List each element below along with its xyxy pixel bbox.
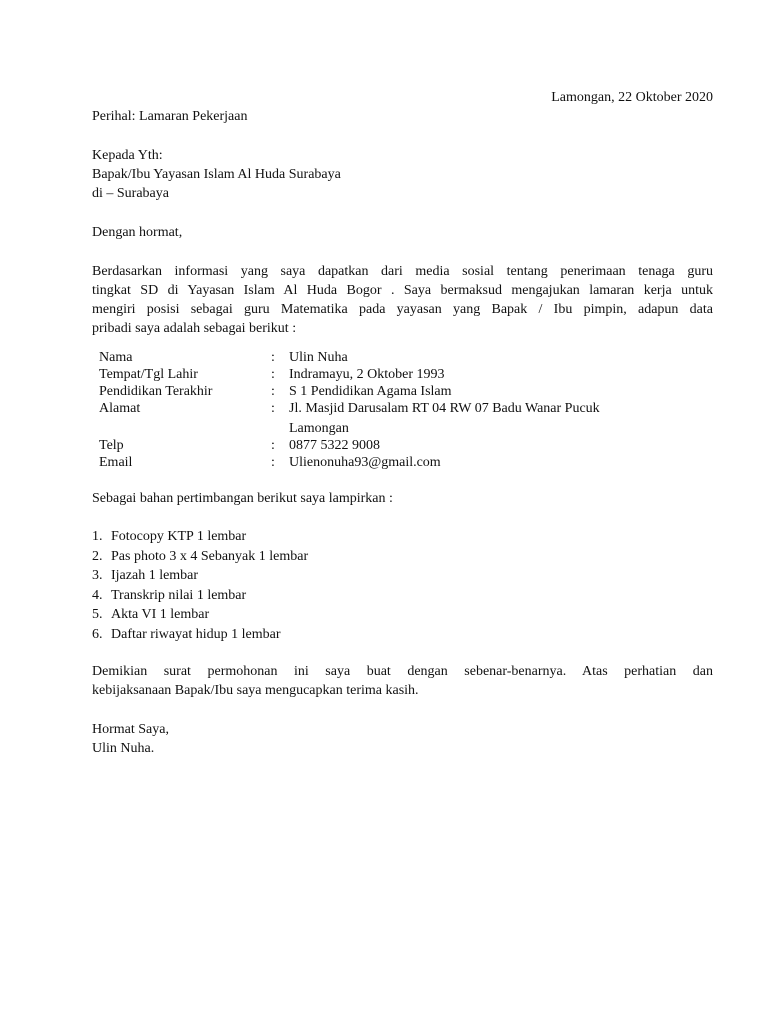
- data-row-email: [99, 454, 689, 471]
- letter-subject: [92, 107, 713, 126]
- personal-data-table: [99, 349, 689, 471]
- address-line-1: Jl. Masjid Darusalam RT 04 RW 07 Badu Wanar Pucuk: [289, 401, 600, 416]
- closing-paragraph: [92, 662, 713, 700]
- data-separator: :: [271, 384, 275, 399]
- data-separator: :: [271, 350, 275, 365]
- data-value: Indramayu, 2 Oktober 1993: [289, 367, 445, 382]
- recipient-block: [92, 146, 713, 203]
- data-label: Tempat/Tgl Lahir: [99, 367, 198, 382]
- data-label: Nama: [99, 350, 133, 365]
- list-item: [92, 527, 308, 547]
- recipient-to: Kepada Yth:: [92, 148, 163, 163]
- list-text: Transkrip nilai 1 lembar: [111, 587, 247, 603]
- data-label: Telp: [99, 438, 124, 453]
- list-text: Ijazah 1 lembar: [111, 568, 199, 583]
- attachments-list: [92, 527, 308, 644]
- data-label: Alamat: [99, 401, 141, 416]
- data-value: Ulin Nuha: [289, 350, 348, 365]
- signature-name: Ulin Nuha.: [92, 741, 155, 756]
- attachments-intro-line: Sebagai bahan pertimbangan berikut saya lampirkan :: [92, 491, 393, 506]
- address-line-2: Lamongan: [289, 421, 349, 436]
- list-number: 3.: [92, 568, 103, 583]
- list-number: 4.: [92, 587, 103, 603]
- list-item: [92, 625, 308, 645]
- greeting: [92, 223, 713, 242]
- recipient-name: Bapak/Ibu Yayasan Islam Al Huda Surabaya: [92, 167, 341, 182]
- signature-block: [92, 720, 713, 758]
- list-number: 2.: [92, 548, 103, 564]
- closing-line: kebijaksanaan Bapak/Ibu saya mengucapkan terima kasih.: [92, 683, 419, 698]
- intro-line: tingkat SD di Yayasan Islam Al Huda Bogor . Saya bermaksud mengajukan lamaran kerja untuk: [92, 283, 713, 298]
- subject-line: Perihal: Lamaran Pekerjaan: [92, 109, 248, 124]
- data-row-alamat: [99, 400, 689, 437]
- list-item: [92, 566, 308, 586]
- data-label: Email: [99, 455, 133, 470]
- list-item: [92, 547, 308, 567]
- data-value: S 1 Pendidikan Agama Islam: [289, 384, 452, 399]
- data-row-pendidikan: [99, 383, 689, 400]
- list-item: [92, 586, 308, 606]
- data-row-nama: [99, 349, 689, 366]
- data-value: Ulienonuha93@gmail.com: [289, 455, 441, 470]
- closing-line: Demikian surat permohonan ini saya buat dengan sebenar-benarnya. Atas perhatian dan: [92, 664, 713, 679]
- intro-line: mengiri posisi sebagai guru Matematika pada yayasan yang Bapak / Ibu pimpin, adapun data: [92, 302, 713, 317]
- data-value: [289, 400, 689, 437]
- greeting-line: Dengan hormat,: [92, 225, 183, 240]
- intro-paragraph: [92, 262, 713, 338]
- data-row-ttl: [99, 366, 689, 383]
- list-number: 1.: [92, 529, 103, 544]
- list-text: Akta VI 1 lembar: [111, 607, 210, 622]
- data-separator: :: [271, 367, 275, 382]
- recipient-place: di – Surabaya: [92, 186, 169, 201]
- intro-line: Berdasarkan informasi yang saya dapatkan dari media sosial tentang penerimaan tenaga guru: [92, 264, 713, 279]
- data-label: Pendidikan Terakhir: [99, 384, 213, 399]
- list-text: Fotocopy KTP 1 lembar: [111, 529, 247, 544]
- attachments-intro: [92, 489, 713, 508]
- data-row-telp: [99, 437, 689, 454]
- list-number: 6.: [92, 626, 103, 642]
- intro-line: pribadi saya adalah sebagai berikut :: [92, 321, 297, 336]
- list-text: Daftar riwayat hidup 1 lembar: [111, 626, 281, 642]
- list-item: [92, 605, 308, 625]
- data-value: 0877 5322 9008: [289, 438, 380, 453]
- data-separator: :: [271, 455, 275, 470]
- list-number: 5.: [92, 607, 103, 622]
- data-separator: :: [271, 401, 275, 416]
- signoff: Hormat Saya,: [92, 722, 169, 737]
- data-separator: :: [271, 438, 275, 453]
- list-text: Pas photo 3 x 4 Sebanyak 1 lembar: [111, 548, 309, 564]
- letter-date: Lamongan, 22 Oktober 2020: [551, 90, 713, 105]
